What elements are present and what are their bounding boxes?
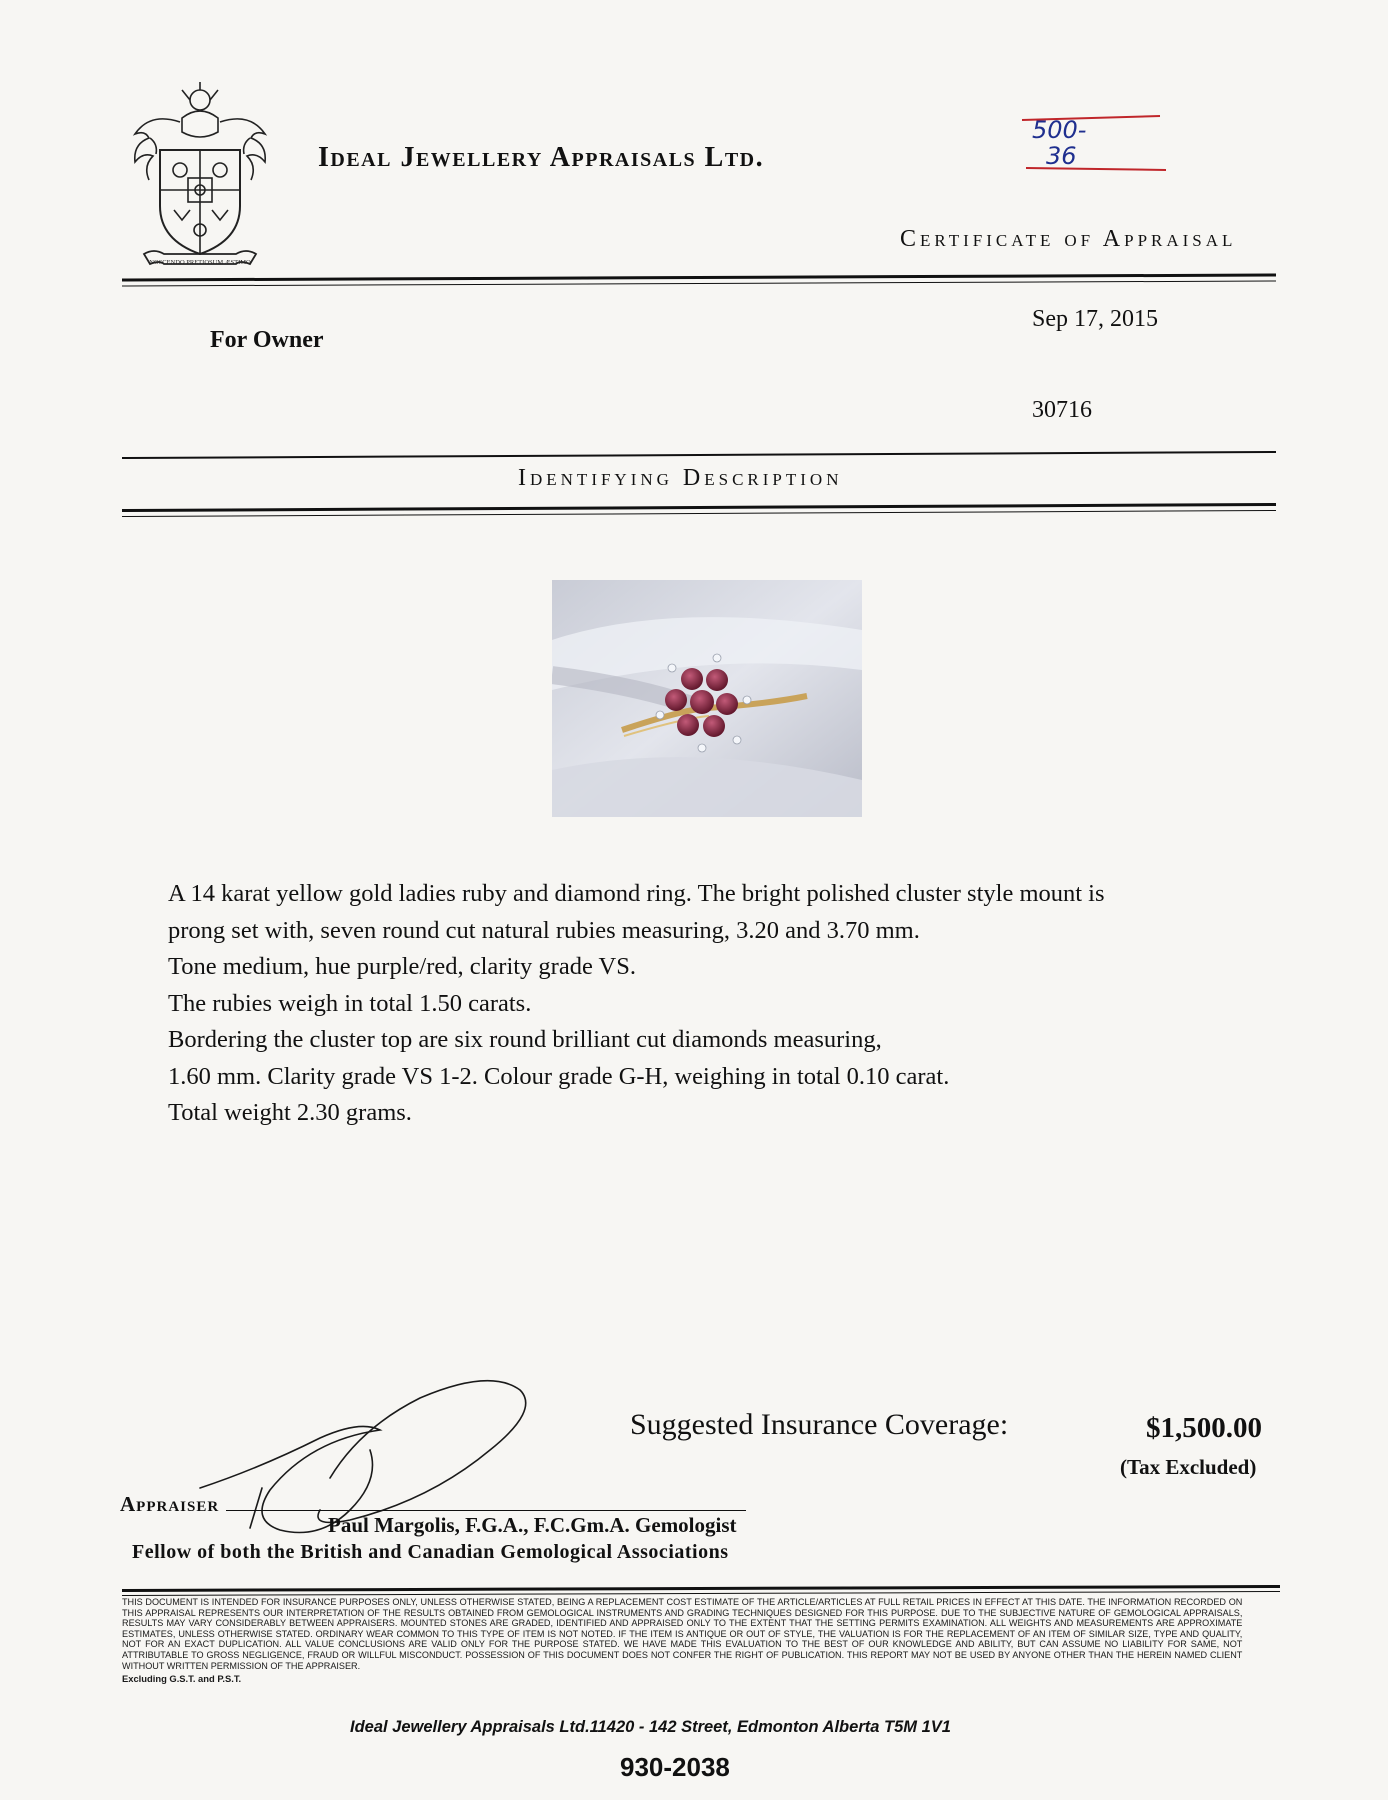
appraisal-date: Sep 17, 2015	[1032, 306, 1158, 332]
handwritten-reference	[1020, 112, 1170, 182]
footer-address: Ideal Jewellery Appraisals Ltd.11420 - 142 Street, Edmonton Alberta T5M 1V1	[350, 1718, 951, 1736]
description-line: 1.60 mm. Clarity grade VS 1-2. Colour grade G-H, weighing in total 0.10 carat.	[168, 1062, 950, 1090]
crest-motto: NOSCENDO PRETIOSUM ÆSTIMO	[149, 259, 251, 266]
tax-exclusion-note: Excluding G.S.T. and P.S.T.	[122, 1673, 242, 1684]
certificate-title: Certificate of Appraisal	[900, 226, 1237, 252]
company-name: Ideal Jewellery Appraisals Ltd.	[318, 142, 765, 173]
signature-line	[226, 1510, 746, 1511]
file-number: 30716	[1032, 397, 1092, 423]
appraiser-name: Paul Margolis, F.G.A., F.C.Gm.A. Gemologist	[328, 1513, 737, 1537]
handwritten-ref-line1: 500-	[1032, 116, 1087, 144]
item-description	[168, 876, 1248, 1132]
ring-photo	[552, 580, 862, 817]
owner-label: For Owner	[210, 327, 324, 353]
description-line: prong set with, seven round cut natural rubies measuring, 3.20 and 3.70 mm.	[168, 916, 920, 944]
insurance-label: Suggested Insurance Coverage:	[630, 1408, 1009, 1441]
heraldic-crest-icon	[120, 78, 280, 278]
description-line: Bordering the cluster top are six round brilliant cut diamonds measuring,	[168, 1026, 882, 1053]
legal-disclaimer: THIS DOCUMENT IS INTENDED FOR INSURANCE PURPOSES ONLY, UNLESS OTHERWISE STATED, BEING A REPLACEMENT COST ESTIMATE OF THE ARTICLE/ARTICLES AT FULL RETAIL PRICES IN EFFECT AT THIS DATE. THE INFORMATION RECORDED ON THIS APPRAISAL REPRESENTS OUR INTERPRETATION OF THE RESULTS OBTAINED FROM GEMOLOGICAL INSTRUMENTS AND GRADING TECHNIQUES DESIGNED FOR THIS PURPOSE. DUE TO THE SUBJECTIVE NATURE OF GEMOLOGICAL APPRAISALS, RESULTS MAY VARY CONSIDERABLY BETWEEN APPRAISERS. MOUNTED STONES ARE GRADED, IDENTIFIED AND APPRAISED ONLY TO THE EXTENT THAT THE SETTING PERMITS EXAMINATION. ALL WEIGHTS AND MEASUREMENTS ARE APPROXIMATE ESTIMATES, UNLESS OTHERWISE STATED. ORDINARY WEAR COMMON TO THIS TYPE OF ITEM IS NOT NOTED. IF THE ITEM IS ANTIQUE OR OUT OF STYLE, THE VALUATION IS FOR THE REPLACEMENT OF AN ITEM OF SIMILAR SIZE, TYPE AND QUALITY, NOT FOR AN EXACT DUPLICATION. ALL VALUE CONCLUSIONS ARE VALID ONLY FOR THE PURPOSE STATED. WE HAVE MADE THIS EVALUATION TO THE BEST OF OUR KNOWLEDGE AND ABILITY, BUT CAN ASSUME NO LIABILITY FOR SAME, NOT ATTRIBUTABLE TO GROSS NEGLIGENCE, FRAUD OR WILLFUL MISCONDUCT. POSSESSION OF THIS DOCUMENT DOES NOT CONFER THE RIGHT OF PUBLICATION. THIS REPORT MAY NOT BE USED BY ANYONE OTHER THAN THE HEREIN NAMED CLIENT WITHOUT WRITTEN PERMISSION OF THE APPRAISER.	[122, 1596, 1243, 1671]
description-line: A 14 karat yellow gold ladies ruby and diamond ring. The bright polished cluster style mount is	[168, 880, 1105, 907]
description-line: Tone medium, hue purple/red, clarity grade VS.	[168, 953, 636, 980]
handwritten-ref-line2: 36	[1046, 142, 1077, 170]
header-rule-thin	[122, 280, 1276, 286]
insurance-amount: $1,500.00	[1146, 1412, 1262, 1444]
tax-note: (Tax Excluded)	[1120, 1455, 1257, 1479]
section-rule-top	[122, 451, 1276, 459]
description-line: Total weight 2.30 grams.	[168, 1099, 412, 1126]
footer-phone: 930-2038	[620, 1752, 730, 1782]
description-line: The rubies weigh in total 1.50 carats.	[168, 989, 532, 1017]
section-title: Identifying Description	[518, 465, 843, 491]
appraiser-label: Appraiser	[120, 1492, 220, 1516]
appraiser-fellowship: Fellow of both the British and Canadian Gemological Associations	[132, 1541, 729, 1563]
